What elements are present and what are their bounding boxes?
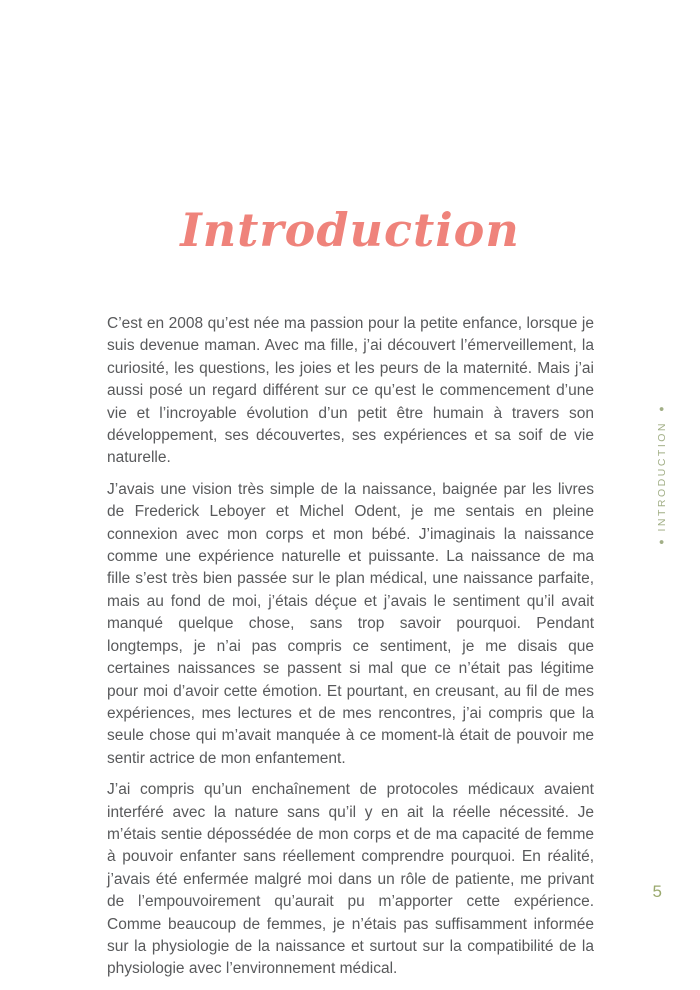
paragraph: J’ai compris qu’un enchaînement de protocoles médicaux avaient interféré avec la nature sans qu’il y en ait la réelle nécessité. Je m’étais sentie dépossédée de mon corps et de ma capacité de femme à pouvoir enfanter sans réellement comprendre pourquoi. En réalité, j’avais été enfermée malgré moi dans un rôle de patiente, me privant de l’empouvoirement qu’aurait pu m’apporter cette expérience. Comme beaucoup de femmes, je n’étais pas suffisamment informée sur la physiologie de la naissance et surtout sur la compatibilité de la physiologie avec l’environnement médical. <box>107 781 594 978</box>
body-text <box>107 313 594 990</box>
chapter-sidebar <box>656 405 668 548</box>
sidebar-bullet-icon: ● <box>656 537 667 548</box>
page-title: Introduction <box>180 203 520 257</box>
paragraph: C’est en 2008 qu’est née ma passion pour la petite enfance, lorsque je suis devenue maman. Avec ma fille, j’ai découvert l’émerveillement, la curiosité, les questions, les joies et les peurs de la maternité. Mais j’ai aussi posé un regard différent sur ce qu’est le commencement d’une vie et l’incroyable évolution d’un petit être humain à travers son développement, ses découvertes, ses expériences et sa soif de vie naturelle. <box>107 315 594 467</box>
sidebar-chapter-label: INTRODUCTION <box>656 421 668 532</box>
page-number: 5 <box>652 882 662 901</box>
paragraph: J’avais une vision très simple de la naissance, baignée par les livres de Frederick Leboyer et Michel Odent, je me sentais en pleine connexion avec mon corps et mon bébé. J’imaginais la naissance comme une expérience naturelle et puissante. La naissance de ma fille s’est très bien passée sur le plan médical, une naissance parfaite, mais au fond de moi, j’étais déçue et j’avais le sentiment qu’il avait manqué quelque chose, sans trop savoir pourquoi. Pendant longtemps, je n’ai pas compris ce sentiment, je me disais que certaines naissances se passent si mal que ce n’était pas légitime pour moi d’avoir cette émotion. Et pourtant, en creusant, au fil de mes expériences, mes lectures et de mes rencontres, j’ai compris que la seule chose qui m’avait manquée à ce moment-là était de pouvoir me sentir actrice de mon enfantement. <box>107 480 594 767</box>
sidebar-bullet-icon: ● <box>656 405 667 415</box>
